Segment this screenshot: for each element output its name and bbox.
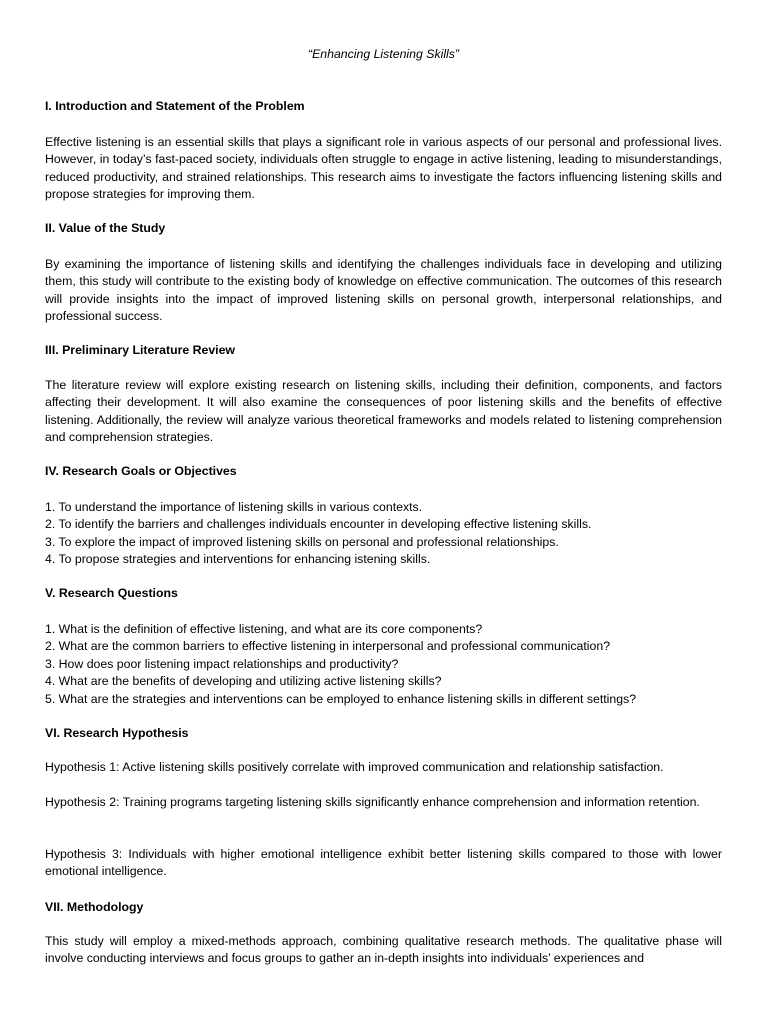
paragraph-methodology: This study will employ a mixed-methods approach, combining qualitative research methods. The qualitative phase will involve conducting interviews and focus groups to gather an in-depth insights into individuals’ experiences and: [45, 934, 722, 966]
heading-research-questions: V. Research Questions: [45, 586, 178, 600]
heading-research-goals: IV. Research Goals or Objectives: [45, 464, 237, 478]
list-item: 1. To understand the importance of listening skills in various contexts.: [45, 500, 423, 514]
list-item: 5. What are the strategies and interventions can be employed to enhance listening skills in different settings?: [45, 691, 637, 706]
list-research-goals: [45, 499, 722, 569]
list-item: 4. What are the benefits of developing and utilizing active listening skills?: [45, 674, 442, 689]
paragraph-hypothesis-2: Hypothesis 2: Training programs targeting listening skills significantly enhance comprehension and information retention.: [45, 795, 700, 809]
heading-methodology: VII. Methodology: [45, 900, 144, 914]
list-item: 4. To propose strategies and interventions for enhancing istening skills.: [45, 552, 431, 567]
list-item: 3. How does poor listening impact relationships and productivity?: [45, 656, 399, 671]
list-research-questions: [45, 621, 722, 708]
heading-introduction: I. Introduction and Statement of the Problem: [45, 99, 305, 113]
list-item: 1. What is the definition of effective listening, and what are its core components?: [45, 622, 483, 636]
heading-literature-review: III. Preliminary Literature Review: [45, 343, 235, 357]
list-item: 3. To explore the impact of improved listening skills on personal and professional relationships.: [45, 534, 559, 549]
list-item: 2. What are the common barriers to effective listening in interpersonal and professional communication?: [45, 639, 611, 654]
paragraph-hypothesis-3: Hypothesis 3: Individuals with higher emotional intelligence exhibit better listening skills compared to those with lower emotional intelligence.: [45, 847, 722, 879]
paragraph-introduction: Effective listening is an essential skills that plays a significant role in various aspects of our personal and professional lives. However, in today’s fast-paced society, individuals often struggle to engage in active listening, leading to misunderstandings, reduced productivity, and strained relationships. This research aims to investigate the factors influencing listening skills and propose strategies for improving them.: [45, 135, 722, 202]
heading-value-of-study: II. Value of the Study: [45, 221, 166, 235]
paragraph-hypothesis-1: Hypothesis 1: Active listening skills positively correlate with improved communication and relationship satisfaction.: [45, 760, 664, 774]
document-title: “Enhancing Listening Skills”: [307, 47, 460, 61]
paragraph-value-of-study: By examining the importance of listening skills and identifying the challenges individuals face in developing and utilizing them, this study will contribute to the existing body of knowledge on effective communication. The outcomes of this research will provide insights into the impact of improved listening skills on personal growth, interpersonal relationships, and professional success.: [45, 257, 722, 324]
heading-research-hypothesis: VI. Research Hypothesis: [45, 726, 189, 740]
list-item: 2. To identify the barriers and challenges individuals encounter in developing effective listening skills.: [45, 517, 592, 532]
paragraph-literature-review: The literature review will explore existing research on listening skills, including their definition, components, and factors affecting their development. It will also examine the consequences of poor listening skills and the benefits of effective listening. Additionally, the review will analyze various theoretical frameworks and models related to listening comprehension and comprehension strategies.: [45, 378, 722, 445]
